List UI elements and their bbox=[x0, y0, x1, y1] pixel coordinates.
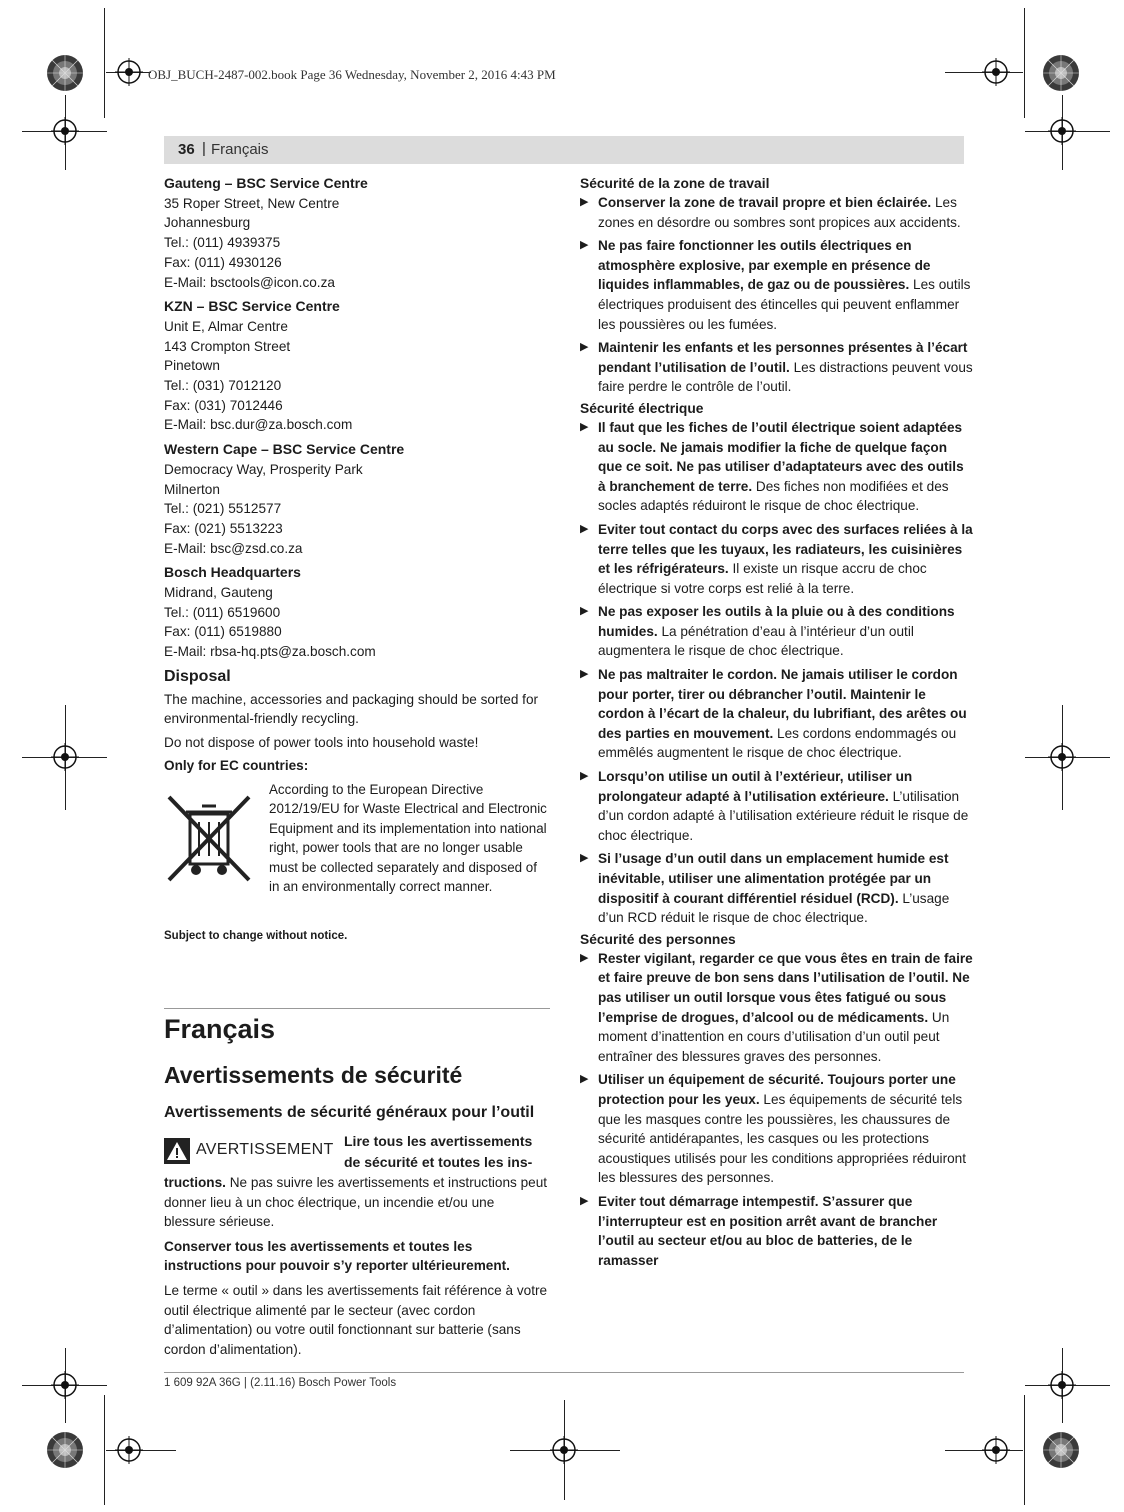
safety-heading: Avertissements de sécurité bbox=[164, 1062, 463, 1088]
contact-line: Tel.: (011) 6519600 bbox=[164, 604, 281, 620]
safety-item bbox=[580, 338, 974, 397]
item-bold: Ne pas faire fonctionner les outils électriques en atmosphère explosive, par exemple en présence de liquides inflammables, de gaz ou de poussières. bbox=[598, 238, 931, 293]
bullet-arrow-icon: ▶ bbox=[580, 668, 589, 681]
page-header bbox=[164, 136, 964, 164]
contact-email: E-Mail: bsctools@icon.co.za bbox=[164, 274, 335, 290]
color-rosette-icon bbox=[46, 1431, 84, 1469]
bullet-arrow-icon: ▶ bbox=[580, 196, 589, 208]
item-text: Les zones en désordre ou sombres sont propices aux accidents. bbox=[598, 195, 961, 230]
contact-gauteng bbox=[164, 174, 549, 292]
registration-target-icon bbox=[51, 1371, 79, 1399]
item-text: Un moment d’inattention en cours d’utilisation d’un outil peut entraîner des blessures graves des personnes. bbox=[598, 1009, 950, 1064]
contact-line: Milnerton bbox=[164, 481, 220, 497]
registration-target-icon bbox=[1048, 1371, 1076, 1399]
color-rosette-icon bbox=[46, 54, 84, 92]
color-rosette-icon bbox=[1042, 54, 1080, 92]
weee-text: According to the European Directive 2012/19/EU for Waste Electrical and Electronic Equipment and its implementation into national right, power tools that are no longer usable must be collected separately and disposed of in an environmentally correct manner. bbox=[269, 781, 547, 894]
registration-target-icon bbox=[982, 58, 1010, 86]
contact-title: Bosch Headquarters bbox=[164, 564, 301, 581]
warning-signal-word: AVERTISSEMENT bbox=[196, 1141, 334, 1158]
contact-western-cape bbox=[164, 440, 549, 558]
item-text: Les cordons endommagés ou emmêlés augmentent le risque de choc électrique. bbox=[598, 725, 957, 761]
item-text: Les outils électriques produisent des étincelles qui peuvent enflammer les poussières ou les fumées. bbox=[598, 277, 971, 332]
change-notice: Subject to change without notice. bbox=[164, 929, 348, 942]
bullet-arrow-icon: ▶ bbox=[580, 1073, 589, 1086]
bullet-arrow-icon: ▶ bbox=[580, 770, 589, 783]
bullet-arrow-icon: ▶ bbox=[580, 420, 589, 433]
item-bold: Rester vigilant, regarder ce que vous êtes en train de faire et faire preuve de bon sens dans l’utilisation de l’outil. Ne pas utiliser un outil lorsque vous êtes fatigué ou sous l’emprise de drogues, d’alcool ou de médicaments. bbox=[598, 950, 973, 1025]
item-bold: Si l’usage d’un outil dans un emplacement humide est inévitable, utiliser une alimentation protégée par un dispositif à courant différentiel résiduel (RCD). bbox=[598, 851, 949, 906]
contact-line: 35 Roper Street, New Centre bbox=[164, 195, 340, 211]
left-column bbox=[164, 174, 549, 942]
warning-lead: de sécurité et toutes les ins- bbox=[344, 1154, 533, 1170]
keep-instructions: Conserver tous les avertissements et toutes les instructions pour pouvoir s’y reporter ultérieurement. bbox=[164, 1238, 510, 1274]
contact-line: Fax: (011) 4930126 bbox=[164, 254, 282, 270]
contact-line: 143 Crompton Street bbox=[164, 338, 291, 354]
contact-kzn bbox=[164, 297, 549, 435]
contact-email: E-Mail: bsc.dur@za.bosch.com bbox=[164, 417, 353, 433]
item-text: Les distractions peuvent vous faire perdre le contrôle de l’outil. bbox=[598, 359, 973, 395]
item-text: Les équipements de sécurité tels que les masques contre les poussières, les chaussures de sécurité antidérapantes, les casques ou les protections acoustiques utilisés pour les conditions appropriées réduiront les blessures des personnes. bbox=[598, 1091, 967, 1186]
item-text: Des fiches non modifiées et des socles adaptés réduiront le risque de choc électrique. bbox=[598, 478, 949, 514]
safety-item bbox=[580, 236, 974, 334]
safety-item bbox=[580, 602, 974, 661]
page-header-separator: | bbox=[202, 140, 206, 157]
contact-line: Midrand, Gauteng bbox=[164, 585, 273, 601]
right-column bbox=[580, 174, 974, 1274]
warning-triangle-icon bbox=[164, 1138, 190, 1164]
disposal-paragraph: The machine, accessories and packaging should be sorted for environmental-friendly recycling. bbox=[164, 691, 539, 727]
safety-item bbox=[580, 665, 974, 763]
safety-item bbox=[580, 849, 974, 927]
item-text: L’utilisation d’un cordon adapté à l’utilisation extérieure réduit le risque de choc électrique. bbox=[598, 788, 969, 843]
item-bold: Utiliser un équipement de sécurité. Toujours porter une protection pour les yeux. bbox=[598, 1072, 956, 1107]
safety-subheading: Avertissements de sécurité généraux pour l’outil bbox=[164, 1104, 535, 1121]
bullet-arrow-icon: ▶ bbox=[580, 239, 589, 252]
item-text: La pénétration d’eau à l’intérieur d’un outil augmentera le risque de choc électrique. bbox=[598, 623, 914, 659]
contact-line: Democracy Way, Prosperity Park bbox=[164, 461, 363, 477]
bullet-arrow-icon: ▶ bbox=[580, 852, 589, 865]
item-bold: Conserver la zone de travail propre et bien éclairée. bbox=[598, 195, 932, 210]
warning-lead: tructions. bbox=[164, 1175, 226, 1190]
bullet-arrow-icon: ▶ bbox=[580, 522, 589, 535]
safety-item bbox=[580, 520, 974, 598]
general-warnings bbox=[164, 1173, 549, 1364]
disposal-paragraph: Do not dispose of power tools into household waste! bbox=[164, 734, 479, 750]
section-title: Sécurité des personnes bbox=[580, 931, 736, 947]
safety-item bbox=[580, 418, 974, 516]
contact-line: Fax: (021) 5513223 bbox=[164, 520, 283, 536]
page-header-language: Français bbox=[211, 141, 269, 158]
page-number: 36 bbox=[178, 141, 195, 158]
item-bold: Ne pas exposer les outils à la pluie ou à des conditions humides. bbox=[598, 604, 955, 639]
registration-target-icon bbox=[51, 117, 79, 145]
item-bold: Ne pas maltraiter le cordon. Ne jamais utiliser le cordon pour porter, tirer ou débrancher l’outil. Maintenir le cordon à l’écart de la chaleur, du lubrifiant, des arêtes ou des parties en mouvement. bbox=[598, 667, 967, 741]
contact-line: Fax: (031) 7012446 bbox=[164, 397, 283, 413]
contact-headquarters bbox=[164, 563, 549, 662]
disposal-heading: Disposal bbox=[164, 667, 231, 685]
contact-email: E-Mail: rbsa-hq.pts@za.bosch.com bbox=[164, 644, 376, 660]
file-header: OBJ_BUCH-2487-002.book Page 36 Wednesday, November 2, 2016 4:43 PM bbox=[148, 67, 556, 82]
page-footer: 1 609 92A 36G | (2.11.16) Bosch Power Tools bbox=[164, 1377, 397, 1389]
contact-line: Fax: (011) 6519880 bbox=[164, 624, 282, 640]
ec-title: Only for EC countries: bbox=[164, 758, 309, 774]
bullet-arrow-icon: ▶ bbox=[580, 605, 589, 618]
tool-term-definition: Le terme « outil » dans les avertissements fait référence à votre outil électrique alimenté par le secteur (avec cordon d’alimentation) ou votre outil fonctionnant sur batterie (sans cordon d’alimentation). bbox=[164, 1282, 548, 1357]
safety-item bbox=[580, 1070, 974, 1188]
contact-title: Gauteng – BSC Service Centre bbox=[164, 175, 368, 191]
contact-line: Johannesburg bbox=[164, 215, 251, 231]
contact-line: Unit E, Almar Centre bbox=[164, 318, 288, 334]
contact-line: Pinetown bbox=[164, 358, 220, 374]
safety-item bbox=[580, 1192, 974, 1270]
bullet-arrow-icon: ▶ bbox=[580, 951, 589, 964]
warning-text: Ne pas suivre les avertissements et instructions peut donner lieu à un choc électrique, un incendie et/ou une blessure sérieuse. bbox=[164, 1175, 548, 1230]
section-divider bbox=[164, 1008, 550, 1009]
registration-target-icon bbox=[115, 1436, 143, 1464]
color-rosette-icon bbox=[1042, 1431, 1080, 1469]
item-text: Il existe un risque accru de choc électrique si votre corps est relié à la terre. bbox=[598, 561, 927, 596]
weee-section bbox=[164, 780, 549, 926]
registration-target-icon bbox=[982, 1436, 1010, 1464]
registration-target-icon bbox=[1048, 117, 1076, 145]
item-bold: Lorsqu’on utilise un outil à l’extérieur, utiliser un prolongateur adapté à l’utilisation extérieure. bbox=[598, 769, 913, 804]
contact-line: Tel.: (011) 4939375 bbox=[164, 235, 281, 251]
item-bold: Maintenir les enfants et les personnes présentes à l’écart pendant l’utilisation de l’outil. bbox=[598, 340, 968, 375]
contact-title: Western Cape – BSC Service Centre bbox=[164, 441, 405, 458]
registration-target-icon bbox=[115, 58, 143, 86]
item-bold: Eviter tout démarrage intempestif. S’assurer que l’interrupteur est en position arrêt avant de brancher l’outil au secteur et/ou au bloc de batteries, de le ramasser bbox=[598, 1193, 938, 1268]
registration-target-icon bbox=[550, 1436, 578, 1464]
item-text: L’usage d’un RCD réduit le risque de choc électrique. bbox=[598, 890, 950, 926]
contact-line: Tel.: (021) 5512577 bbox=[164, 501, 282, 517]
contact-title: KZN – BSC Service Centre bbox=[164, 298, 340, 315]
registration-target-icon bbox=[1048, 743, 1076, 771]
bullet-arrow-icon: ▶ bbox=[580, 341, 589, 354]
warning-paragraph bbox=[164, 1173, 549, 1232]
item-bold: Il faut que les fiches de l’outil électrique soient adaptées au socle. Ne jamais modifier la fiche de quelque façon que ce soit. Ne pas utiliser d’adaptateurs avec des outils à branchement de terre. bbox=[598, 419, 964, 494]
warning-lead: Lire tous les avertissements bbox=[344, 1133, 533, 1149]
crossed-out-wheelie-bin-icon bbox=[164, 792, 254, 887]
section-title: Sécurité électrique bbox=[580, 400, 704, 416]
item-bold: Eviter tout contact du corps avec des surfaces reliées à la terre telles que les tuyaux, les radiateurs, les cuisinières et les réfrigérateurs. bbox=[598, 521, 973, 577]
safety-item bbox=[580, 193, 974, 232]
footer-divider bbox=[164, 1372, 964, 1373]
registration-target-icon bbox=[51, 743, 79, 771]
bullet-arrow-icon: ▶ bbox=[580, 1194, 589, 1207]
safety-item bbox=[580, 767, 974, 845]
contact-email: E-Mail: bsc@zsd.co.za bbox=[164, 540, 303, 556]
safety-item bbox=[580, 949, 974, 1067]
language-heading: Français bbox=[164, 1014, 276, 1044]
contact-line: Tel.: (031) 7012120 bbox=[164, 378, 282, 394]
section-title: Sécurité de la zone de travail bbox=[580, 176, 770, 191]
